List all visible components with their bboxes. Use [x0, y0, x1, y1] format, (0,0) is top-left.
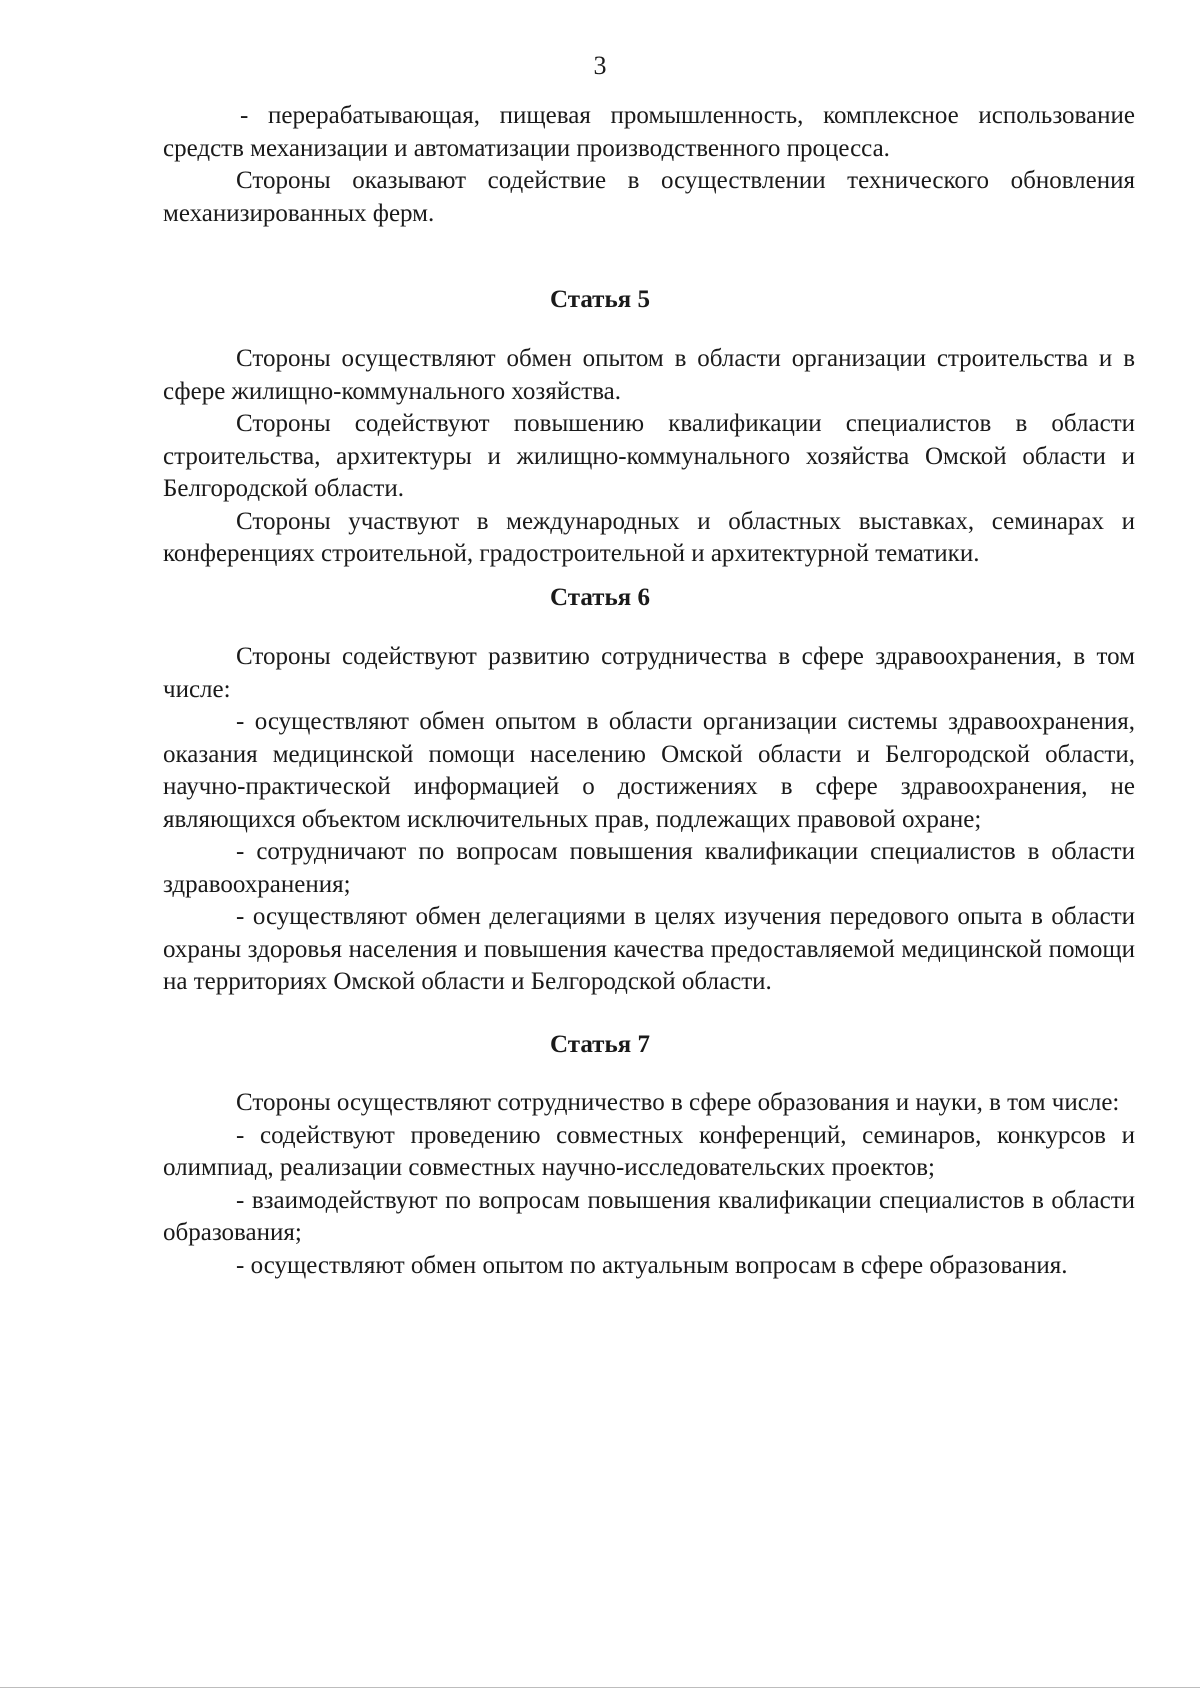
paragraph: - перерабатывающая, пищевая промышленность, комплексное использование средств механизации и автоматизации производственного процесса.	[163, 102, 1135, 162]
page-number: 3	[593, 51, 607, 80]
paragraph: - осуществляют обмен опытом по актуальным вопросам в сфере образования.	[236, 1251, 1068, 1279]
intro-section	[163, 100, 1135, 230]
paragraph: - взаимодействуют по вопросам повышения квалификации специалистов в области образования;	[163, 1186, 1135, 1246]
paragraph: - осуществляют обмен делегациями в целях изучения передового опыта в области охраны здоровья населения и повышения качества предоставляемой медицинской помощи на территориях Омской области и Белгородской области.	[163, 903, 1135, 995]
paragraph: Стороны содействуют развитию сотрудничества в сфере здравоохранения, в том числе:	[163, 643, 1135, 703]
paragraph: Стороны осуществляют обмен опытом в области организации строительства и в сфере жилищно-коммунального хозяйства.	[163, 345, 1135, 405]
article-6-heading: Статья 6	[550, 584, 650, 611]
paragraph: Стороны осуществляют сотрудничество в сфере образования и науки, в том числе:	[236, 1089, 1120, 1116]
paragraph: - содействуют проведению совместных конференций, семинаров, конкурсов и олимпиад, реализации совместных научно-исследовательских проектов;	[163, 1121, 1135, 1181]
paragraph: Стороны участвуют в международных и областных выставках, семинарах и конференциях строительной, градостроительной и архитектурной тематики.	[163, 507, 1135, 567]
article-7-heading: Статья 7	[550, 1031, 650, 1058]
paragraph: Стороны содействуют повышению квалификации специалистов в области строительства, архитектуры и жилищно-коммунального хозяйства Омской области и Белгородской области.	[163, 410, 1135, 502]
article-7-body	[163, 1087, 1135, 1282]
paragraph: - осуществляют обмен опытом в области организации системы здравоохранения, оказания медицинской помощи населению Омской области и Белгородской области, научно-практической информацией о достижениях в сфере здравоохранения, не являющихся объектом исключительных прав, подлежащих правовой охране;	[163, 708, 1135, 833]
scan-edge-line	[0, 1687, 1200, 1688]
paragraph: - сотрудничают по вопросам повышения квалификации специалистов в области здравоохранения;	[163, 838, 1135, 898]
article-5-body	[163, 343, 1135, 571]
article-6-body	[163, 641, 1135, 999]
paragraph: Стороны оказывают содействие в осуществлении технического обновления механизированных ферм.	[163, 167, 1135, 227]
article-5-heading: Статья 5	[550, 286, 650, 313]
